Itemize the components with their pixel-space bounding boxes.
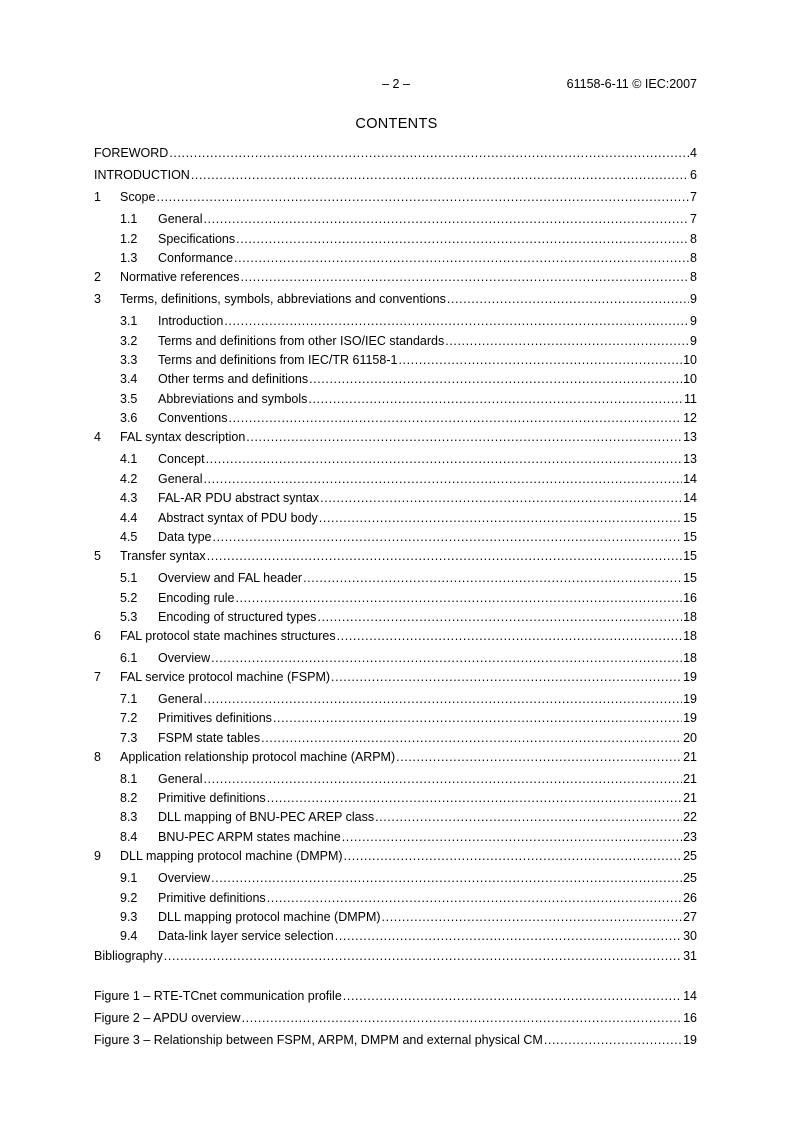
dot-leader (211, 650, 682, 666)
toc-entry-number: 8.4 (120, 830, 138, 844)
toc-entry-page: 8 (690, 270, 697, 284)
toc-entry-number: 1.2 (120, 232, 138, 246)
toc-entry[interactable] (94, 749, 697, 765)
dot-leader (206, 451, 683, 467)
toc-entry-page: 15 (683, 571, 697, 585)
toc-entry[interactable] (120, 590, 697, 606)
toc-entry-label: FAL syntax description (120, 430, 246, 444)
toc-entry-label: Overview (158, 651, 211, 665)
toc-entry[interactable] (120, 490, 697, 506)
toc-entry-number: 7.3 (120, 731, 138, 745)
dot-leader (236, 231, 689, 247)
toc-entry[interactable] (120, 391, 697, 407)
toc-entry-page: 20 (683, 731, 697, 745)
dot-leader (267, 890, 682, 906)
dot-leader (229, 410, 683, 426)
toc-entry-label: FAL protocol state machines structures (120, 629, 336, 643)
toc-entry-label: Application relationship protocol machine (ARPM) (120, 750, 396, 764)
figure-list-item[interactable] (94, 1010, 697, 1026)
toc-entry[interactable] (120, 471, 697, 487)
toc-entry-page: 8 (690, 232, 697, 246)
toc-entry-page: 14 (683, 491, 697, 505)
toc-entry[interactable] (120, 529, 697, 545)
dot-leader (447, 291, 689, 307)
toc-entry[interactable] (120, 928, 697, 944)
dot-leader (242, 1010, 683, 1026)
toc-entry-number: 1.1 (120, 212, 138, 226)
toc-entry-label: Terms, definitions, symbols, abbreviations and conventions (120, 292, 446, 306)
dot-leader (375, 809, 682, 825)
dot-leader (203, 471, 682, 487)
toc-entry-page: 9 (690, 314, 697, 328)
toc-entry[interactable] (94, 189, 697, 205)
toc-entry-label: General (158, 772, 203, 786)
toc-entry-number: 8 (94, 750, 101, 764)
toc-entry-label: DLL mapping protocol machine (DMPM) (120, 849, 343, 863)
toc-entry-number: 9.3 (120, 910, 138, 924)
toc-entry-page: 8 (690, 251, 697, 265)
toc-entry-page: 7 (690, 190, 697, 204)
toc-entry-number: 2 (94, 270, 101, 284)
dot-leader (331, 669, 682, 685)
toc-entry-number: 3.3 (120, 353, 138, 367)
toc-entry-page: 15 (683, 530, 697, 544)
toc-entry-number: 8.2 (120, 791, 138, 805)
toc-entry-number: 4.4 (120, 511, 138, 525)
toc-entry-page: 15 (683, 549, 697, 563)
toc-entry-number: 5.2 (120, 591, 138, 605)
toc-entry-page: 10 (683, 372, 697, 386)
toc-entry-label: General (158, 472, 203, 486)
toc-entry-page: 12 (683, 411, 697, 425)
dot-leader (234, 250, 689, 266)
dot-leader (156, 189, 689, 205)
toc-entry-label: FAL service protocol machine (FSPM) (120, 670, 331, 684)
dot-leader (261, 730, 682, 746)
toc-entry-label: Data type (158, 530, 212, 544)
toc-entry-number: 8.1 (120, 772, 138, 786)
toc-entry-page: 21 (683, 791, 697, 805)
dot-leader (317, 609, 682, 625)
toc-entry-label: Concept (158, 452, 205, 466)
toc-entry[interactable] (94, 167, 697, 183)
dot-leader (342, 829, 682, 845)
toc-entry-number: 3.6 (120, 411, 138, 425)
toc-entry[interactable] (120, 313, 697, 329)
toc-entry-label: FAL-AR PDU abstract syntax (158, 491, 320, 505)
page-number: – 2 – (382, 77, 410, 91)
toc-entry-page: 13 (683, 452, 697, 466)
toc-entry[interactable] (120, 829, 697, 845)
toc-entry-label: Normative references (120, 270, 240, 284)
figure-list-label: Figure 2 – APDU overview (94, 1011, 241, 1025)
dot-leader (169, 145, 689, 161)
toc-entry[interactable] (120, 650, 697, 666)
toc-entry[interactable] (120, 410, 697, 426)
toc-entry-number: 9.2 (120, 891, 138, 905)
toc-entry-page: 18 (683, 651, 697, 665)
toc-entry[interactable] (120, 890, 697, 906)
dot-leader (308, 391, 683, 407)
toc-entry-label: Other terms and definitions (158, 372, 309, 386)
toc-entry-label: FSPM state tables (158, 731, 261, 745)
dot-leader (191, 167, 689, 183)
toc-entry[interactable] (120, 231, 697, 247)
toc-entry-page: 23 (683, 830, 697, 844)
dot-leader (203, 211, 689, 227)
toc-entry-label: Encoding rule (158, 591, 235, 605)
toc-entry-page: 31 (683, 949, 697, 963)
figure-list-item[interactable] (94, 988, 697, 1004)
dot-leader (344, 848, 683, 864)
toc-entry-label: DLL mapping of BNU-PEC AREP class (158, 810, 375, 824)
toc-entry[interactable] (120, 371, 697, 387)
toc-entry[interactable] (120, 790, 697, 806)
toc-entry-label: Specifications (158, 232, 236, 246)
toc-entry-label: Abstract syntax of PDU body (158, 511, 318, 525)
dot-leader (544, 1032, 682, 1048)
toc-entry-label: Terms and definitions from IEC/TR 61158-1 (158, 353, 398, 367)
toc-entry-number: 1 (94, 190, 101, 204)
dot-leader (445, 333, 689, 349)
dot-leader (207, 548, 682, 564)
toc-entry-number: 3.5 (120, 392, 138, 406)
dot-leader (320, 490, 682, 506)
toc-entry-number: 3.4 (120, 372, 138, 386)
toc-entry-number: 9.4 (120, 929, 138, 943)
toc-entry-number: 7 (94, 670, 101, 684)
toc-entry[interactable] (94, 548, 697, 564)
toc-entry-label: BNU-PEC ARPM states machine (158, 830, 341, 844)
dot-leader (337, 628, 682, 644)
toc-entry-page: 13 (683, 430, 697, 444)
toc-entry-number: 8.3 (120, 810, 138, 824)
toc-entry[interactable] (94, 628, 697, 644)
figure-list-page: 14 (683, 989, 697, 1003)
toc-entry-number: 9 (94, 849, 101, 863)
toc-entry[interactable] (120, 809, 697, 825)
dot-leader (319, 510, 682, 526)
dot-leader (211, 870, 682, 886)
toc-entry[interactable] (120, 250, 697, 266)
toc-entry-label: Overview (158, 871, 211, 885)
toc-entry-page: 22 (683, 810, 697, 824)
toc-entry-page: 7 (690, 212, 697, 226)
toc-entry[interactable] (94, 848, 697, 864)
dot-leader (382, 909, 683, 925)
toc-entry-page: 16 (683, 591, 697, 605)
figure-list-page: 19 (683, 1033, 697, 1047)
toc-entry-number: 4.3 (120, 491, 138, 505)
toc-entry-page: 4 (690, 146, 697, 160)
toc-entry-page: 19 (683, 670, 697, 684)
dot-leader (241, 269, 690, 285)
toc-entry-label: General (158, 692, 203, 706)
toc-entry-number: 3 (94, 292, 101, 306)
toc-entry-label: Conformance (158, 251, 234, 265)
dot-leader (164, 948, 682, 964)
toc-entry[interactable] (120, 510, 697, 526)
toc-entry-page: 25 (683, 871, 697, 885)
toc-entry-page: 9 (690, 334, 697, 348)
toc-entry-page: 25 (683, 849, 697, 863)
toc-entry-label: FOREWORD (94, 146, 169, 160)
toc-entry-number: 6.1 (120, 651, 138, 665)
dot-leader (203, 691, 682, 707)
toc-entry-label: DLL mapping protocol machine (DMPM) (158, 910, 381, 924)
toc-entry-page: 18 (683, 610, 697, 624)
toc-entry-number: 7.1 (120, 692, 138, 706)
toc-entry-number: 5.1 (120, 571, 138, 585)
toc-entry-number: 5.3 (120, 610, 138, 624)
toc-entry-number: 3.2 (120, 334, 138, 348)
toc-entry[interactable] (120, 710, 697, 726)
toc-entry[interactable] (120, 771, 697, 787)
toc-entry-label: Encoding of structured types (158, 610, 317, 624)
toc-entry-page: 27 (683, 910, 697, 924)
toc-entry-page: 21 (683, 772, 697, 786)
toc-entry[interactable] (120, 451, 697, 467)
toc-entry-label: Bibliography (94, 949, 163, 963)
dot-leader (267, 790, 682, 806)
toc-entry-number: 1.3 (120, 251, 138, 265)
toc-entry-label: Transfer syntax (120, 549, 206, 563)
toc-entry-page: 9 (690, 292, 697, 306)
dot-leader (343, 988, 682, 1004)
toc-entry-label: Abbreviations and symbols (158, 392, 308, 406)
dot-leader (303, 570, 682, 586)
toc-entry[interactable] (120, 909, 697, 925)
toc-entry-number: 7.2 (120, 711, 138, 725)
toc-entry-page: 14 (683, 472, 697, 486)
dot-leader (398, 352, 682, 368)
document-id: 61158-6-11 © IEC:2007 (566, 77, 697, 91)
toc-entry[interactable] (120, 211, 697, 227)
dot-leader (213, 529, 683, 545)
toc-entry-number: 4.1 (120, 452, 138, 466)
dot-leader (273, 710, 682, 726)
toc-entry[interactable] (94, 291, 697, 307)
figure-list-item[interactable] (94, 1032, 697, 1048)
toc-entry-label: Primitive definitions (158, 791, 266, 805)
figure-list-label: Figure 1 – RTE-TCnet communication profile (94, 989, 342, 1003)
toc-entry-page: 15 (683, 511, 697, 525)
toc-entry-page: 18 (683, 629, 697, 643)
toc-entry-page: 30 (683, 929, 697, 943)
toc-entry[interactable] (120, 730, 697, 746)
toc-entry[interactable] (120, 352, 697, 368)
toc-entry-label: Primitive definitions (158, 891, 266, 905)
toc-entry-label: Data-link layer service selection (158, 929, 334, 943)
page-title: CONTENTS (355, 116, 438, 132)
toc-entry-label: Terms and definitions from other ISO/IEC standards (158, 334, 445, 348)
toc-entry-page: 19 (683, 692, 697, 706)
toc-entry-number: 5 (94, 549, 101, 563)
toc-entry-label: Conventions (158, 411, 228, 425)
toc-entry-label: Scope (120, 190, 156, 204)
toc-entry[interactable] (94, 269, 697, 285)
toc-entry-number: 4 (94, 430, 101, 444)
toc-entry-page: 21 (683, 750, 697, 764)
toc-entry[interactable] (120, 870, 697, 886)
toc-entry[interactable] (120, 609, 697, 625)
toc-entry[interactable] (120, 570, 697, 586)
toc-entry[interactable] (94, 669, 697, 685)
dot-leader (309, 371, 682, 387)
toc-entry-page: 19 (683, 711, 697, 725)
toc-entry-number: 6 (94, 629, 101, 643)
toc-entry[interactable] (120, 333, 697, 349)
figure-list-label: Figure 3 – Relationship between FSPM, ARPM, DMPM and external physical CM (94, 1033, 543, 1047)
toc-entry-page: 6 (690, 168, 697, 182)
toc-entry-label: INTRODUCTION (94, 168, 190, 182)
toc-entry-page: 26 (683, 891, 697, 905)
toc-entry-page: 10 (683, 353, 697, 367)
toc-entry-number: 3.1 (120, 314, 138, 328)
dot-leader (235, 590, 682, 606)
toc-entry-label: Primitives definitions (158, 711, 272, 725)
toc-entry-label: Overview and FAL header (158, 571, 303, 585)
toc-entry-label: General (158, 212, 203, 226)
toc-entry[interactable] (94, 948, 697, 964)
dot-leader (224, 313, 689, 329)
toc-entry-number: 9.1 (120, 871, 138, 885)
dot-leader (203, 771, 682, 787)
dot-leader (246, 429, 682, 445)
toc-entry[interactable] (94, 429, 697, 445)
toc-entry-label: Introduction (158, 314, 224, 328)
figure-list-page: 16 (683, 1011, 697, 1025)
toc-entry-number: 4.2 (120, 472, 138, 486)
toc-entry[interactable] (94, 145, 697, 161)
toc-entry[interactable] (120, 691, 697, 707)
toc-entry-number: 4.5 (120, 530, 138, 544)
toc-entry-page: 11 (684, 392, 697, 406)
dot-leader (396, 749, 682, 765)
dot-leader (335, 928, 682, 944)
